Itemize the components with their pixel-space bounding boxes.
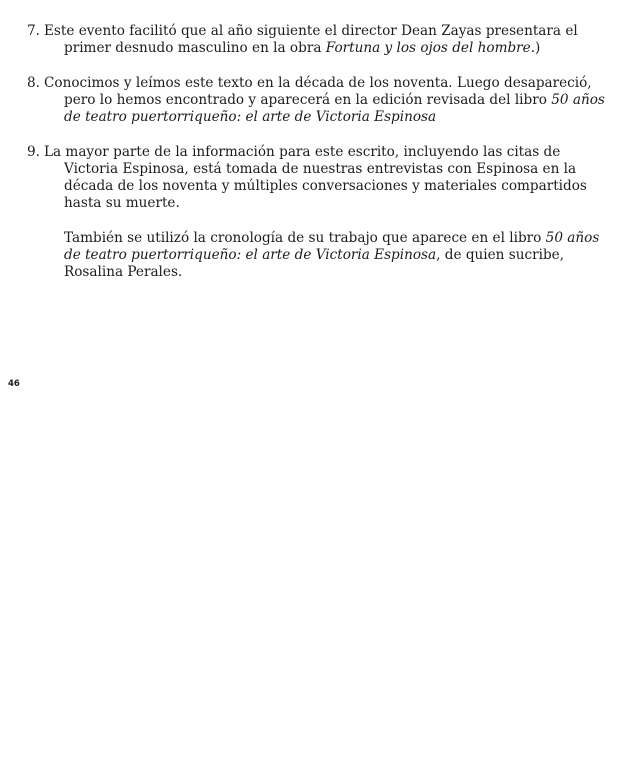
- endnote-9-line-1: [27, 144, 587, 161]
- endnote-7-text-2: primer desnudo masculino en la obra: [64, 40, 326, 56]
- endnote-7-line-2: [27, 40, 587, 57]
- endnote-9-extra-line-1: [27, 230, 600, 247]
- endnote-9-book-title-end: de teatro puertorriqueño: el arte de Victoria Espinosa: [64, 247, 437, 263]
- endnote-9-book-title-start: 50 años: [545, 230, 600, 246]
- endnote-7-line-1: [27, 23, 587, 40]
- endnote-8-book-title-start: 50 años: [551, 92, 605, 108]
- page-number: 46: [8, 379, 20, 389]
- endnotes-list: [27, 23, 605, 299]
- endnote-9-additional-paragraph: [27, 230, 600, 281]
- endnote-9-number: 9.: [27, 144, 40, 160]
- endnote-7-text-2-end: .): [530, 40, 541, 56]
- endnote-8-line-2: [27, 92, 605, 109]
- endnote-9-text-1: La mayor parte de la información para este escrito, incluyendo las citas de: [43, 144, 561, 160]
- endnote-8-book-title-end: de teatro puertorriqueño: el arte de Victoria Espinosa: [64, 109, 437, 125]
- endnote-9-line-4: hasta su muerte.: [64, 195, 180, 211]
- endnote-9-line-2: Victoria Espinosa, está tomada de nuestras entrevistas con Espinosa en la: [64, 161, 577, 177]
- endnote-9-extra-line-2: [27, 247, 587, 264]
- endnote-9-extra-line-3: Rosalina Perales.: [64, 264, 183, 280]
- endnote-7-text-1: Este evento facilitó que al año siguiente el director Dean Zayas presentara el: [43, 23, 578, 39]
- endnote-8-line-1: [27, 75, 592, 92]
- endnote-9: [27, 144, 600, 281]
- endnote-8-text-2: pero lo hemos encontrado y aparecerá en la edición revisada del libro: [64, 92, 552, 108]
- endnote-9-extra-text-2: , de quien sucribe,: [436, 247, 565, 263]
- endnote-9-line-3: década de los noventa y múltiples conversaciones y materiales compartidos: [64, 178, 587, 194]
- endnote-7-play-title: Fortuna y los ojos del hombre: [325, 40, 531, 56]
- endnote-7-number: 7.: [27, 23, 40, 39]
- endnote-8-text-1: Conocimos y leímos este texto en la década de los noventa. Luego desapareció,: [43, 75, 592, 91]
- endnote-8-number: 8.: [27, 75, 40, 91]
- endnote-8: [27, 75, 605, 126]
- endnote-7: [27, 23, 587, 57]
- endnote-9-extra-text-1: También se utilizó la cronología de su trabajo que aparece en el libro: [64, 230, 546, 246]
- endnote-8-line-3: [27, 109, 587, 126]
